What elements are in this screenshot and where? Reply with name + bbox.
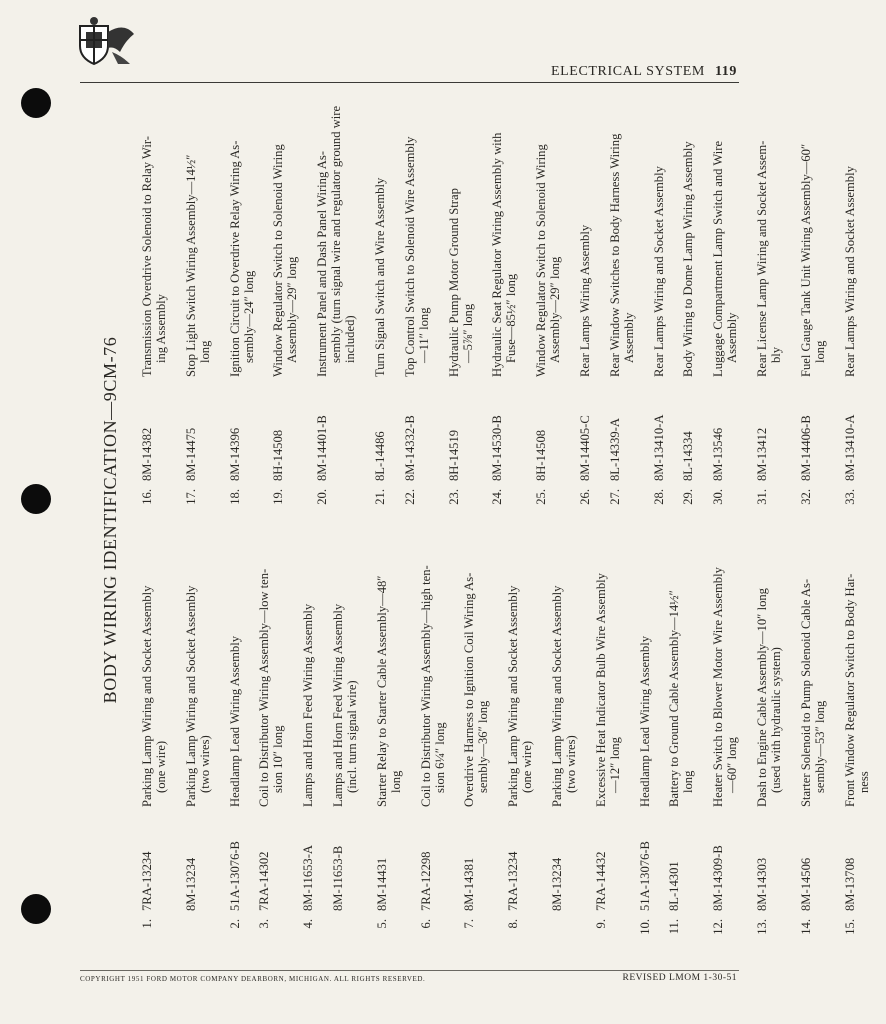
description-continuation: Assembly bbox=[725, 312, 740, 363]
description-main: Fuel Gauge Tank Unit Wiring Assembly—60″ bbox=[798, 143, 813, 377]
part-number: 8M-14405-C bbox=[577, 415, 592, 481]
part-number: 8L-14486 bbox=[372, 431, 387, 481]
item-number: 33. bbox=[842, 489, 857, 505]
table-row bbox=[843, 90, 857, 515]
table-row bbox=[375, 520, 403, 945]
part-description bbox=[140, 520, 168, 807]
description-continuation: long bbox=[197, 340, 212, 363]
part-description bbox=[638, 520, 652, 807]
right-column bbox=[140, 90, 872, 515]
description-main: Parking Lamp Wiring and Socket Assembly bbox=[140, 585, 154, 807]
section-title: ELECTRICAL SYSTEM bbox=[551, 64, 705, 79]
description-main: Rear Lamps Wiring Assembly bbox=[577, 224, 592, 377]
header-rule bbox=[80, 82, 739, 83]
item-number: 2. bbox=[227, 919, 242, 929]
item-number: 27. bbox=[607, 489, 622, 505]
part-number: 8M-14382 bbox=[140, 427, 154, 481]
table-row bbox=[462, 520, 490, 945]
part-number: 8M-14332-B bbox=[402, 415, 417, 481]
part-description bbox=[534, 90, 562, 377]
part-description bbox=[843, 520, 871, 807]
description-main: Excessive Heat Indicator Bulb Wire Assembly bbox=[593, 573, 608, 807]
item-number: 8. bbox=[506, 919, 521, 929]
description-main: Turn Signal Switch and Wire Assembly bbox=[372, 177, 387, 377]
item-number: 31. bbox=[754, 489, 769, 505]
description-continuation: sembly—24″ long bbox=[241, 270, 256, 363]
description-main: Luggage Compartment Lamp Switch and Wire bbox=[711, 140, 726, 377]
item-number: 6. bbox=[418, 919, 433, 929]
description-main: Heater Switch to Blower Motor Wire Assembly bbox=[711, 567, 726, 807]
table-row bbox=[271, 90, 299, 515]
table-row bbox=[681, 90, 695, 515]
table-row bbox=[228, 90, 256, 515]
description-continuation: bly bbox=[768, 346, 783, 363]
description-continuation: (incl. turn signal wire) bbox=[344, 680, 359, 793]
description-main: Stop Light Switch Wiring Assembly—14½″ bbox=[183, 154, 198, 377]
part-description bbox=[711, 520, 739, 807]
item-number: 18. bbox=[227, 489, 242, 505]
part-number: 8M-14530-B bbox=[490, 415, 505, 481]
description-main: Rear License Lamp Wiring and Socket Assem- bbox=[754, 140, 769, 377]
description-main: Hydraulic Seat Regulator Wiring Assembly with bbox=[490, 132, 505, 377]
description-main: Instrument Panel and Dash Panel Wiring As- bbox=[315, 151, 330, 377]
part-number: 7RA-13234 bbox=[140, 851, 154, 911]
item-number: 4. bbox=[301, 919, 316, 929]
part-description bbox=[403, 90, 431, 377]
part-description bbox=[711, 90, 739, 377]
item-number: 16. bbox=[140, 489, 154, 505]
description-continuation: sion 10″ long bbox=[271, 725, 286, 793]
description-main: Coil to Distributor Wiring Assembly—high ten- bbox=[418, 565, 433, 807]
part-number: 8H-14508 bbox=[271, 429, 286, 481]
part-description bbox=[755, 520, 783, 807]
table-row bbox=[843, 520, 871, 945]
part-number: 8M-14396 bbox=[227, 427, 242, 481]
part-number: 8M-13410-A bbox=[651, 414, 666, 481]
part-number: 7RA-13234 bbox=[506, 851, 521, 911]
item-number: 1. bbox=[140, 919, 154, 929]
item-number: 9. bbox=[593, 919, 608, 929]
left-column bbox=[140, 520, 886, 945]
part-description bbox=[799, 520, 827, 807]
item-number: 30. bbox=[711, 489, 726, 505]
item-number: 25. bbox=[534, 489, 549, 505]
description-main: Dash to Engine Cable Assembly—10″ long bbox=[754, 588, 769, 807]
table-row bbox=[403, 90, 431, 515]
part-number: 8M-14303 bbox=[754, 857, 769, 911]
part-number: 8M-13410-A bbox=[842, 414, 857, 481]
table-row bbox=[534, 90, 562, 515]
part-description bbox=[315, 90, 357, 377]
description-continuation: sembly (turn signal wire and regulator ground wire included) bbox=[329, 105, 358, 363]
part-description bbox=[184, 90, 212, 377]
table-row bbox=[140, 90, 168, 515]
part-number: 8M-14401-B bbox=[315, 415, 330, 481]
table-row bbox=[419, 520, 447, 945]
binder-hole-top bbox=[21, 88, 51, 118]
description-main: Lamps and Horn Feed Wiring Assembly bbox=[301, 603, 316, 807]
item-number bbox=[550, 911, 578, 945]
table-row bbox=[506, 520, 534, 945]
part-number: 7RA-12298 bbox=[418, 851, 433, 911]
description-continuation: —5⅞″ long bbox=[460, 303, 475, 363]
description-main: Ignition Circuit to Overdrive Relay Wiring As- bbox=[227, 140, 242, 377]
part-description bbox=[228, 520, 242, 807]
description-main: Rear Lamps Wiring and Socket Assembly bbox=[842, 166, 857, 377]
table-row bbox=[711, 90, 739, 515]
part-description bbox=[608, 90, 636, 377]
description-continuation: Fuse—85½″ long bbox=[504, 273, 519, 363]
table-row bbox=[447, 90, 475, 515]
description-continuation: —12″ long bbox=[607, 737, 622, 793]
item-number: 15. bbox=[842, 919, 857, 935]
page-number: 119 bbox=[714, 64, 737, 79]
part-description bbox=[506, 520, 534, 807]
part-number: 8L-14339-A bbox=[607, 418, 622, 481]
part-number: 8M-13708 bbox=[842, 857, 857, 911]
part-description bbox=[140, 90, 168, 377]
part-number: 8M-14309-B bbox=[711, 845, 726, 911]
description-continuation: Assembly—29″ long bbox=[548, 256, 563, 363]
description-main: Rear Lamps Wiring and Socket Assembly bbox=[651, 166, 666, 377]
part-description bbox=[184, 520, 212, 807]
part-number: 8M-14475 bbox=[183, 427, 198, 481]
ford-crest-logo bbox=[72, 12, 138, 68]
description-main: Parking Lamp Wiring and Socket Assembly bbox=[506, 585, 521, 807]
table-row bbox=[550, 520, 578, 945]
description-continuation: sembly—36″ long bbox=[476, 700, 491, 793]
item-number: 29. bbox=[681, 489, 696, 505]
part-number: 8L-14334 bbox=[681, 431, 696, 481]
part-number: 8M-14406-B bbox=[798, 415, 813, 481]
item-number: 19. bbox=[271, 489, 286, 505]
item-number: 5. bbox=[374, 919, 389, 929]
description-continuation: Assembly bbox=[621, 312, 636, 363]
table-row bbox=[373, 90, 387, 515]
part-number: 8M-13234 bbox=[183, 857, 198, 911]
description-main: Coil to Distributor Wiring Assembly—low ten- bbox=[257, 568, 272, 807]
description-continuation: ness bbox=[856, 771, 871, 793]
table-row bbox=[490, 90, 518, 515]
description-main: Window Regulator Switch to Solenoid Wiring bbox=[271, 144, 286, 377]
table-row bbox=[608, 90, 636, 515]
description-main: Hydraulic Pump Motor Ground Strap bbox=[446, 188, 461, 377]
part-number: 8H-14508 bbox=[534, 429, 549, 481]
table-row bbox=[184, 520, 212, 945]
description-continuation: long bbox=[681, 770, 696, 793]
table-row bbox=[667, 520, 695, 945]
part-description bbox=[550, 520, 578, 807]
description-main: Parking Lamp Wiring and Socket Assembly bbox=[549, 585, 564, 807]
part-number: 51A-13076-B bbox=[227, 841, 242, 911]
description-continuation: Assembly—29″ long bbox=[285, 256, 300, 363]
item-number: 11. bbox=[667, 919, 682, 935]
table-row bbox=[711, 520, 739, 945]
part-description bbox=[667, 520, 695, 807]
item-number: 26. bbox=[577, 489, 592, 505]
part-number: 51A-13076-B bbox=[637, 841, 652, 911]
item-number bbox=[184, 911, 212, 945]
table-row bbox=[331, 520, 359, 945]
description-continuation: —60″ long bbox=[725, 737, 740, 793]
item-number: 10. bbox=[637, 919, 652, 935]
part-description bbox=[681, 90, 695, 377]
part-description bbox=[578, 90, 592, 377]
item-number: 28. bbox=[651, 489, 666, 505]
part-description bbox=[652, 90, 666, 377]
item-number: 22. bbox=[402, 489, 417, 505]
table-row bbox=[799, 90, 827, 515]
description-main: Battery to Ground Cable Assembly—14½″ bbox=[667, 590, 682, 807]
table-title: BODY WIRING IDENTIFICATION—9CM-76 bbox=[100, 336, 120, 704]
description-main: Overdrive Harness to Ignition Coil Wiring As- bbox=[462, 572, 477, 807]
table-row bbox=[578, 90, 592, 515]
part-description bbox=[375, 520, 403, 807]
description-continuation: (two wires) bbox=[197, 735, 212, 793]
description-main: Window Regulator Switch to Solenoid Wiring bbox=[534, 144, 549, 377]
page-header bbox=[551, 64, 737, 80]
part-description bbox=[257, 520, 285, 807]
part-number: 8M-14431 bbox=[374, 857, 389, 911]
description-main: Headlamp Lead Wiring Assembly bbox=[637, 636, 652, 807]
part-number: 8M-14381 bbox=[462, 857, 477, 911]
table-row bbox=[257, 520, 285, 945]
description-main: Top Control Switch to Solenoid Wire Assembly bbox=[402, 136, 417, 377]
description-continuation: long bbox=[812, 340, 827, 363]
description-continuation: ing Assembly bbox=[154, 294, 168, 363]
description-main: Lamps and Horn Feed Wiring Assembly bbox=[330, 603, 345, 807]
footer-rule bbox=[80, 970, 739, 971]
table-row bbox=[652, 90, 666, 515]
table-row bbox=[755, 520, 783, 945]
part-description bbox=[373, 90, 387, 377]
part-number: 8H-14519 bbox=[446, 429, 461, 481]
part-description bbox=[490, 90, 518, 377]
description-continuation: sembly—53″ long bbox=[812, 700, 827, 793]
part-description bbox=[228, 90, 256, 377]
table-row bbox=[228, 520, 242, 945]
part-description bbox=[419, 520, 447, 807]
table-row bbox=[799, 520, 827, 945]
table-row bbox=[594, 520, 622, 945]
description-continuation: (one wire) bbox=[520, 740, 535, 793]
item-number: 32. bbox=[798, 489, 813, 505]
revision-note: REVISED LMOM 1-30-51 bbox=[622, 973, 737, 983]
item-number: 23. bbox=[446, 489, 461, 505]
part-number: 8M-13412 bbox=[754, 427, 769, 481]
part-number: 8M-11653-B bbox=[330, 845, 345, 911]
description-continuation: (used with hydraulic system) bbox=[768, 647, 783, 793]
description-continuation: (two wires) bbox=[563, 735, 578, 793]
part-description bbox=[462, 520, 490, 807]
description-main: Rear Window Switches to Body Harness Wiring bbox=[607, 133, 622, 377]
description-main: Body Wiring to Dome Lamp Wiring Assembly bbox=[681, 141, 696, 377]
part-number: 8M-14506 bbox=[798, 857, 813, 911]
copyright-notice: COPYRIGHT 1951 FORD MOTOR COMPANY DEARBORN, MICHIGAN. ALL RIGHTS RESERVED. bbox=[80, 975, 426, 983]
part-number: 8L-14301 bbox=[667, 861, 682, 911]
part-number: 8M-11653-A bbox=[301, 845, 316, 911]
description-main: Parking Lamp Wiring and Socket Assembly bbox=[183, 585, 198, 807]
table-row bbox=[755, 90, 783, 515]
item-number: 12. bbox=[711, 919, 726, 935]
item-number: 17. bbox=[183, 489, 198, 505]
description-main: Starter Relay to Starter Cable Assembly—48″ bbox=[374, 575, 389, 807]
description-main: Transmission Overdrive Solenoid to Relay Wir- bbox=[140, 136, 154, 377]
item-number: 20. bbox=[315, 489, 330, 505]
description-continuation: sion 6¼″ long bbox=[432, 722, 447, 793]
item-number bbox=[331, 911, 359, 945]
description-continuation: long bbox=[388, 770, 403, 793]
description-main: Starter Solenoid to Pump Solenoid Cable As- bbox=[798, 578, 813, 807]
part-description bbox=[755, 90, 783, 377]
item-number: 7. bbox=[462, 919, 477, 929]
part-number: 7RA-14302 bbox=[257, 851, 272, 911]
item-number: 13. bbox=[754, 919, 769, 935]
binder-hole-bottom bbox=[21, 894, 51, 924]
item-number: 3. bbox=[257, 919, 272, 929]
table-row bbox=[301, 520, 315, 945]
part-description bbox=[799, 90, 827, 377]
part-description bbox=[271, 90, 299, 377]
table-row bbox=[184, 90, 212, 515]
description-continuation: —11″ long bbox=[416, 307, 431, 363]
item-number: 21. bbox=[372, 489, 387, 505]
part-description bbox=[331, 520, 359, 807]
description-continuation: (one wire) bbox=[154, 740, 168, 793]
part-number: 8M-13546 bbox=[711, 427, 726, 481]
description-main: Front Window Regulator Switch to Body Har- bbox=[842, 573, 857, 807]
part-number: 8M-13234 bbox=[549, 857, 564, 911]
item-number: 24. bbox=[490, 489, 505, 505]
description-main: Headlamp Lead Wiring Assembly bbox=[227, 636, 242, 807]
table-row bbox=[638, 520, 652, 945]
table-row bbox=[315, 90, 357, 515]
table-row bbox=[140, 520, 168, 945]
part-description bbox=[447, 90, 475, 377]
part-description bbox=[594, 520, 622, 807]
part-description bbox=[301, 520, 315, 807]
binder-hole-middle bbox=[21, 484, 51, 514]
part-number: 7RA-14432 bbox=[593, 851, 608, 911]
rotated-table-area bbox=[100, 95, 871, 945]
part-description bbox=[843, 90, 857, 377]
item-number: 14. bbox=[798, 919, 813, 935]
